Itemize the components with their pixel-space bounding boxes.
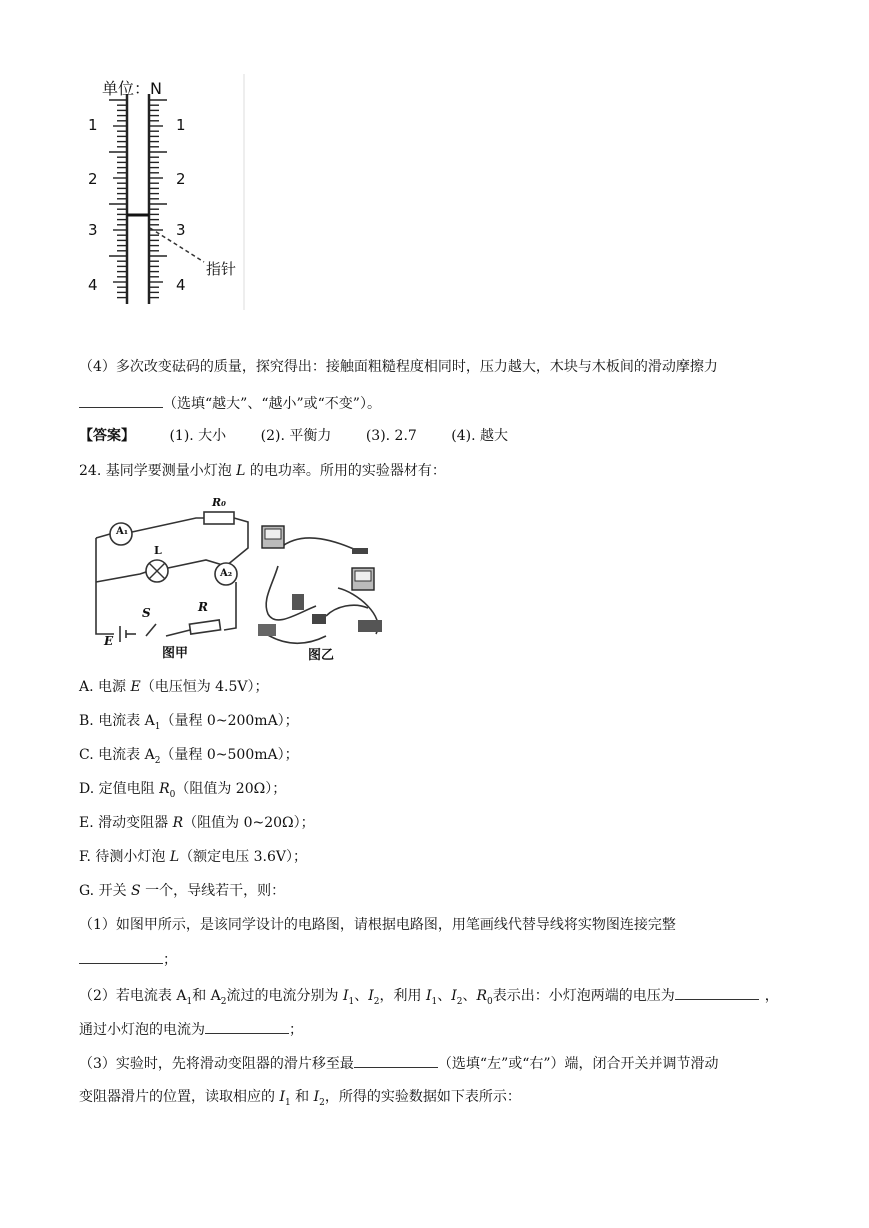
sub2-part-b: 和 A [192, 988, 221, 1004]
equipment-d-var: R [159, 781, 170, 797]
sub2-voltage-blank[interactable] [675, 985, 759, 1000]
sub2-sub-r0: 0 [487, 996, 493, 1007]
sub3-direction-blank[interactable] [354, 1053, 438, 1068]
sub2-var-i2: I [368, 988, 374, 1004]
equipment-g-label: G. 开关 [79, 883, 132, 899]
q24-var-l: L [236, 463, 246, 479]
scale-tick-label-left-3: 3 [88, 221, 98, 239]
equipment-d-label: D. 定值电阻 [79, 781, 160, 797]
scale-tick-label-right-2: 2 [176, 170, 186, 188]
scale-tick-label-left-2: 2 [88, 170, 98, 188]
sub3-line2 [79, 1087, 521, 1113]
equipment-a-label: A. 电源 [79, 679, 131, 695]
sub2-sub-i2-b: 2 [456, 996, 463, 1007]
sub2-sub-i1-b: 1 [431, 996, 438, 1007]
answer-item-3: (3). 2.7 [365, 428, 417, 444]
equipment-b [79, 711, 299, 737]
pointer-label: 指针 [206, 260, 237, 278]
sub3-part-a: （3）实验时，先将滑动变阻器的滑片移至最 [79, 1056, 354, 1072]
sub2-part-a: （2）若电流表 A [79, 988, 187, 1004]
label-fig-a: 图甲 [162, 646, 189, 661]
equipment-f-var: L [169, 849, 180, 865]
equipment-g [79, 881, 285, 901]
equipment-d-desc: （阻值为 20Ω）； [175, 781, 287, 797]
q4-continuation [79, 393, 381, 414]
q24-title [79, 461, 446, 481]
equipment-g-desc: 一个，导线若干，则： [140, 883, 286, 899]
sub3-var-i2: I [313, 1089, 320, 1105]
equipment-c [79, 745, 299, 771]
sub2-comma: ， [764, 988, 779, 1004]
label-s: S [142, 606, 151, 620]
sub3-and: 和 [290, 1089, 314, 1105]
sub2-sep-1: 、 [354, 988, 369, 1004]
sub2-part-e: 表示出：小灯泡两端的电压为 [492, 988, 675, 1004]
answer-item-4: (4). 越大 [451, 428, 509, 444]
q24-title-part-a: 24. 基同学要测量小灯泡 [79, 463, 237, 479]
label-a1: A₁ [116, 526, 129, 537]
label-r: R [198, 600, 208, 614]
equipment-f [79, 847, 307, 867]
sub2-part-c: 流过的电流分别为 [226, 988, 343, 1004]
scale-tick-label-left-1: 1 [88, 116, 98, 134]
sub1-answer-line [79, 949, 177, 970]
equipment-c-label: C. 电流表 A [79, 747, 155, 763]
sub2-line2 [79, 1019, 303, 1040]
sub2-current-text: 通过小灯泡的电流为 [79, 1022, 205, 1038]
equipment-a [79, 677, 269, 697]
sub2-sub-i2: 2 [373, 996, 380, 1007]
label-e: E [104, 634, 114, 648]
sub1-answer-blank[interactable] [79, 949, 163, 964]
q4-options: （选填“越大”、“越小”或“不变”）。 [163, 396, 381, 412]
equipment-e-desc: （阻值为 0~20Ω）； [183, 815, 315, 831]
sub1-text: （1）如图甲所示，是该同学设计的电路图，请根据电路图，用笔画线代替导线将实物图连接完整 [79, 917, 676, 933]
answer-tag: 【答案】 [79, 428, 135, 444]
circuit-figure [86, 496, 406, 666]
equipment-e-label: E. 滑动变阻器 [79, 815, 173, 831]
spring-scale-figure [80, 72, 250, 312]
q4-text: （4）多次改变砝码的质量，探究得出：接触面粗糙程度相同时，压力越大，木块与木板间的滑动摩擦力 [79, 359, 718, 375]
sub2-sep-3: 、 [462, 988, 477, 1004]
scale-tick-label-right-4: 4 [176, 276, 186, 294]
scale-unit-label: 单位：N [102, 79, 162, 98]
sub2-sep-2: 、 [437, 988, 452, 1004]
answer-line [79, 426, 508, 446]
answer-item-2: (2). 平衡力 [260, 428, 332, 444]
sub3-sub-i2: 2 [319, 1097, 325, 1108]
sub1-end: ； [163, 952, 177, 968]
equipment-b-label: B. 电流表 A [79, 713, 155, 729]
equipment-e-var: R [172, 815, 184, 831]
scale-tick-label-left-4: 4 [88, 276, 98, 294]
sub2-line1 [79, 985, 779, 1012]
sub2-var-i2-b: I [451, 988, 457, 1004]
sub2-sub-a2: 2 [220, 996, 227, 1007]
sub2-sub-i1: 1 [348, 996, 355, 1007]
sub2-current-blank[interactable] [205, 1019, 289, 1034]
label-r0: R₀ [212, 496, 226, 509]
equipment-f-label: F. 待测小灯泡 [79, 849, 170, 865]
equipment-g-var: S [131, 883, 141, 899]
scale-tick-label-right-3: 3 [176, 221, 186, 239]
q24-title-part-b: 的电功率。所用的实验器材有： [245, 463, 446, 479]
label-a2: A₂ [220, 568, 233, 579]
sub2-part-d: ，利用 [379, 988, 426, 1004]
equipment-a-var: E [130, 679, 141, 695]
equipment-d [79, 779, 286, 805]
equipment-b-sub: 1 [154, 721, 161, 732]
sub2-sub-a1: 1 [186, 996, 193, 1007]
sub3-part-b: （选填“左”或“右”）端，闭合开关并调节滑动 [437, 1056, 719, 1072]
equipment-e [79, 813, 315, 833]
label-l: L [154, 544, 162, 557]
sub3-line2-a: 变阻器滑片的位置，读取相应的 [79, 1089, 280, 1105]
equipment-d-sub: 0 [169, 789, 176, 800]
equipment-c-sub: 2 [154, 755, 161, 766]
sub2-var-r0: R [476, 988, 488, 1004]
sub3-sub-i1: 1 [284, 1097, 291, 1108]
equipment-b-desc: （量程 0~200mA）； [160, 713, 299, 729]
sub3-line2-b: ，所得的实验数据如下表所示： [324, 1089, 521, 1105]
sub2-var-i1-b: I [425, 988, 432, 1004]
label-fig-b: 图乙 [308, 648, 335, 663]
sub3-var-i1: I [279, 1089, 285, 1105]
scale-tick-label-right-1: 1 [176, 116, 186, 134]
sub2-var-i1: I [342, 988, 349, 1004]
answer-item-1: (1). 大小 [169, 428, 227, 444]
q4-answer-blank[interactable] [79, 393, 163, 408]
sub3-line1 [79, 1053, 719, 1074]
equipment-f-desc: （额定电压 3.6V）； [179, 849, 308, 865]
equipment-a-desc: （电压恒为 4.5V）； [140, 679, 269, 695]
equipment-c-desc: （量程 0~500mA）； [160, 747, 299, 763]
sub2-end: ； [289, 1022, 303, 1038]
